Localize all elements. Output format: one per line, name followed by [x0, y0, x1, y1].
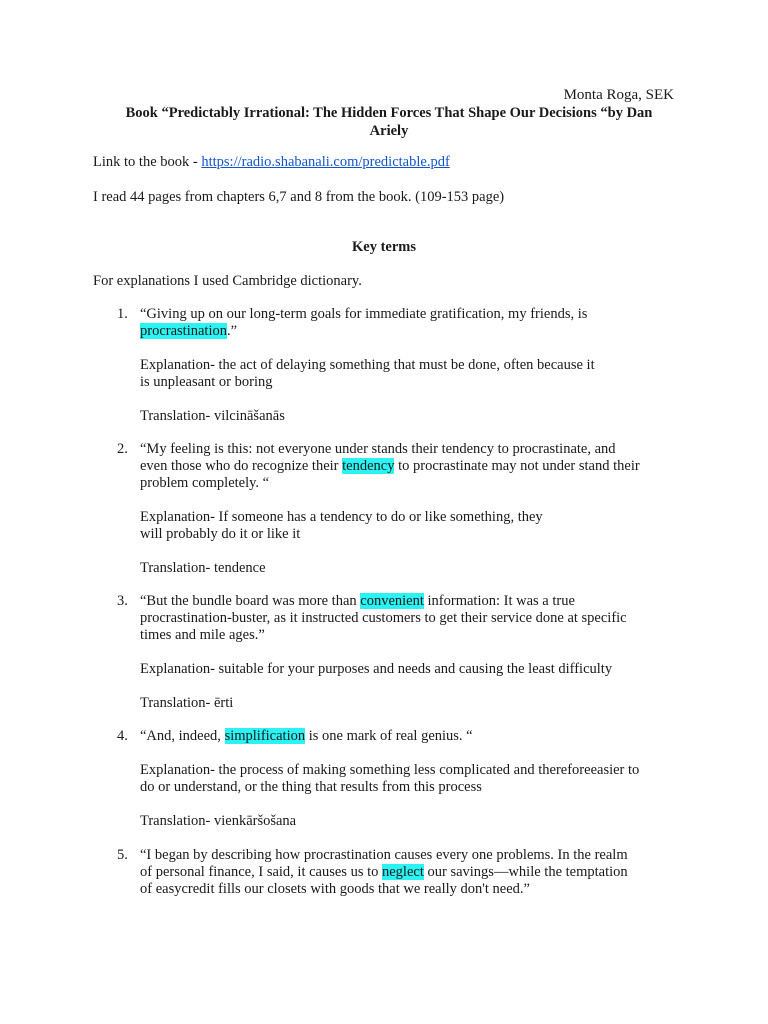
title-line-1: Book “Predictably Irrational: The Hidden Forces That Shape Our Decisions “by Dan — [125, 105, 653, 121]
quote-line: procrastination-buster, as it instructed customers to get their service done at specific — [140, 610, 627, 626]
book-link[interactable]: https://radio.shabanali.com/predictable.pdf — [201, 154, 450, 170]
explanation-line: Explanation- suitable for your purposes and needs and causing the least difficulty — [140, 661, 613, 677]
quote-line — [140, 323, 700, 340]
quote-line: problem completely. “ — [140, 475, 270, 491]
term-number: 5. — [117, 847, 128, 863]
quote-line: of easycredit fills our closets with goods that we really don't need.” — [140, 881, 530, 897]
explanation-line: is unpleasant or boring — [140, 374, 273, 390]
explanation-line: do or understand, or the thing that results from this process — [140, 779, 482, 795]
highlighted-term: procrastination — [140, 323, 227, 339]
quote-fragment: to procrastinate may not under stand their — [394, 458, 640, 474]
quote-fragment: is one mark of real genius. “ — [305, 728, 473, 744]
link-prefix: Link to the book - — [93, 154, 202, 170]
highlighted-term: convenient — [360, 593, 424, 609]
term-number: 4. — [117, 728, 128, 744]
translation-line: Translation- vilcināšanās — [140, 408, 285, 424]
explanation-line: Explanation- If someone has a tendency to do or like something, they — [140, 509, 543, 525]
quote-line: times and mile ages.” — [140, 627, 265, 643]
highlighted-term: neglect — [382, 864, 424, 880]
quote-line — [140, 458, 700, 475]
dictionary-note: For explanations I used Cambridge dictionary. — [93, 273, 362, 289]
term-number: 3. — [117, 593, 128, 609]
quote-line — [140, 864, 700, 881]
highlighted-term: tendency — [342, 458, 395, 474]
quote-line — [140, 728, 700, 745]
author-line: Monta Roga, SEK — [563, 87, 674, 103]
explanation-line: Explanation- the process of making something less complicated and thereforeeasier to — [140, 762, 640, 778]
quote-line: “Giving up on our long-term goals for immediate gratification, my friends, is — [140, 306, 588, 322]
highlighted-term: simplification — [224, 728, 306, 744]
quote-fragment: our savings—while the temptation — [423, 864, 628, 880]
term-number: 2. — [117, 441, 128, 457]
link-paragraph — [93, 154, 450, 171]
term-number: 1. — [117, 306, 128, 322]
quote-fragment: of personal finance, I said, it causes us to — [140, 864, 382, 880]
translation-line: Translation- tendence — [140, 560, 266, 576]
title-line-2: Ariely — [369, 123, 409, 139]
translation-line: Translation- ērti — [140, 695, 234, 711]
quote-line: “My feeling is this: not everyone under stands their tendency to procrastinate, and — [140, 441, 616, 457]
explanation-line: will probably do it or like it — [140, 526, 301, 542]
quote-line: “I began by describing how procrastination causes every one problems. In the realm — [140, 847, 628, 863]
quote-fragment: .” — [226, 323, 238, 339]
explanation-line: Explanation- the act of delaying something that must be done, often because it — [140, 357, 595, 373]
quote-fragment: even those who do recognize their — [140, 458, 343, 474]
translation-line: Translation- vienkāršošana — [140, 813, 297, 829]
quote-fragment: information: It was a true — [423, 593, 575, 609]
read-note: I read 44 pages from chapters 6,7 and 8 from the book. (109-153 page) — [93, 189, 505, 205]
section-heading: Key terms — [351, 239, 416, 255]
document-title — [92, 104, 686, 140]
quote-line — [140, 593, 700, 610]
quote-fragment: “But the bundle board was more than — [140, 593, 361, 609]
quote-fragment: “And, indeed, — [140, 728, 225, 744]
